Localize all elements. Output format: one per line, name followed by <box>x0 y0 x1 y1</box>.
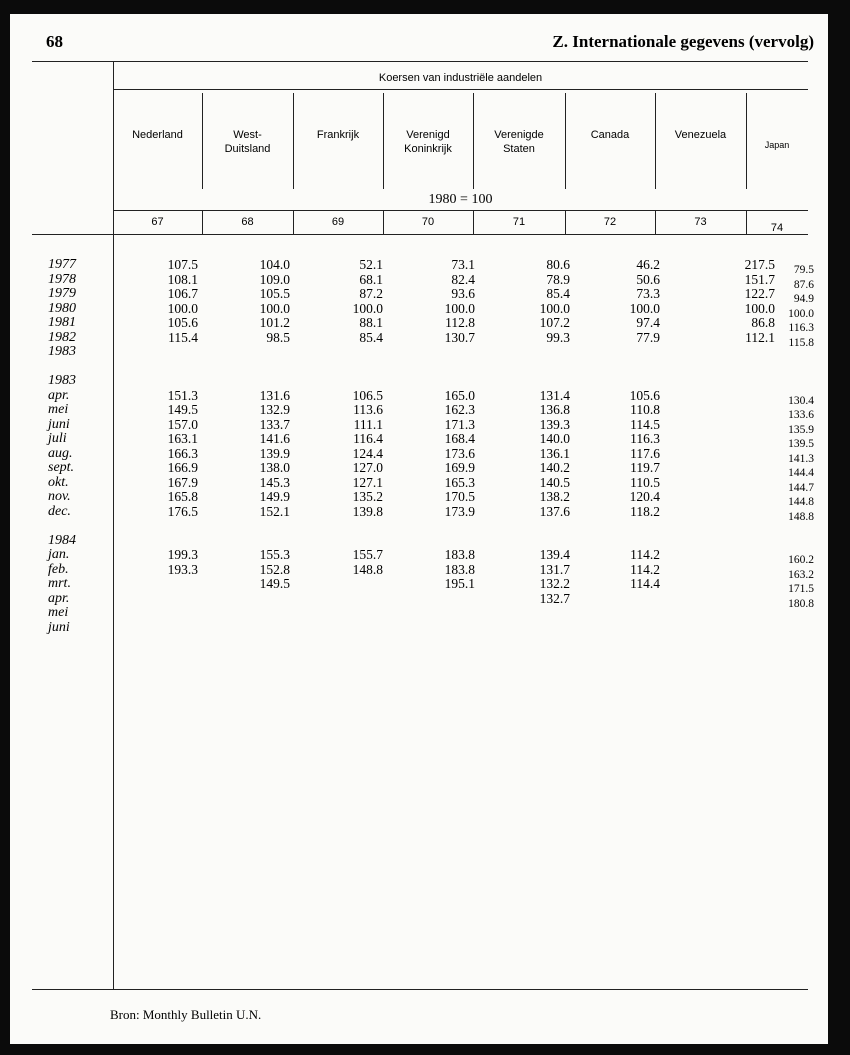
table-cell: 100.0 <box>788 307 814 320</box>
table-cell: 151.7 <box>744 271 775 287</box>
column-number: 67 <box>151 216 164 228</box>
table-cell: 105.6 <box>629 387 660 403</box>
table-cell: 100.0 <box>444 300 475 316</box>
table-cell: 152.8 <box>259 561 290 577</box>
header-bottom-rule <box>113 210 808 211</box>
row-label: 1979 <box>48 286 76 301</box>
base-index: 1980 = 100 <box>428 192 493 207</box>
table-cell: 78.9 <box>546 271 570 287</box>
row-label: aug. <box>48 445 73 461</box>
column-number: 74 <box>770 222 784 234</box>
table-cell: 144.4 <box>788 467 814 479</box>
table-top-rule <box>32 61 808 62</box>
column-number: 72 <box>603 216 617 228</box>
table-cell: 87.2 <box>359 286 383 301</box>
table-cell: 124.4 <box>352 445 383 461</box>
table-cell: 108.1 <box>167 271 198 287</box>
row-label: 1983 <box>48 373 76 388</box>
table-cell: 139.9 <box>259 445 290 461</box>
table-cell: 107.2 <box>539 315 570 330</box>
table-cell: 46.2 <box>636 257 660 272</box>
table-cell: 139.4 <box>539 547 570 562</box>
table-title: Koersen van industriële aandelen <box>378 72 543 84</box>
table-cell: 165.0 <box>444 387 475 403</box>
table-cell: 107.5 <box>167 257 198 272</box>
table-cell: 85.4 <box>359 329 383 345</box>
table-cell: 132.2 <box>539 576 570 591</box>
table-cell: 144.7 <box>788 481 814 494</box>
table-cell: 160.2 <box>788 554 814 566</box>
table-cell: 157.0 <box>167 416 198 432</box>
table-cell: 149.5 <box>259 576 290 591</box>
column-number: 71 <box>512 216 526 228</box>
table-cell: 110.8 <box>630 402 660 417</box>
row-label: dec. <box>48 503 71 519</box>
table-cell: 114.2 <box>630 561 660 577</box>
table-cell: 137.6 <box>539 503 570 519</box>
table-cell: 86.8 <box>751 315 775 330</box>
row-label: okt. <box>48 474 69 490</box>
table-cell: 120.4 <box>629 489 660 504</box>
table-cell: 115.4 <box>168 329 198 345</box>
table-cell: 135.9 <box>788 423 814 436</box>
table-cell: 166.3 <box>167 445 198 461</box>
row-label: 1977 <box>48 257 76 272</box>
page-number: 68 <box>46 32 63 51</box>
table-cell: 68.1 <box>359 271 383 287</box>
table-cell: 114.2 <box>630 547 660 562</box>
table-cell: 165.8 <box>167 489 198 504</box>
row-label: feb. <box>48 561 69 577</box>
row-label: juni <box>48 619 70 635</box>
row-label: 1981 <box>48 315 76 330</box>
table-cell: 183.8 <box>444 547 475 562</box>
table-cell: 148.8 <box>788 510 814 523</box>
table-cell: 163.2 <box>788 568 814 581</box>
table-cell: 105.6 <box>167 315 198 330</box>
table-cell: 140.0 <box>539 431 570 446</box>
table-cell: 151.3 <box>167 387 198 403</box>
table-cell: 94.9 <box>793 293 814 305</box>
table-cell: 199.3 <box>167 547 198 562</box>
table-cell: 113.6 <box>353 402 383 417</box>
table-cell: 132.7 <box>539 590 570 606</box>
table-cell: 109.0 <box>259 271 290 287</box>
table-cell: 127.0 <box>352 460 383 475</box>
column-number: 69 <box>331 216 345 228</box>
table-cell: 100.0 <box>629 300 660 316</box>
table-cell: 127.1 <box>352 474 383 490</box>
table-cell: 133.7 <box>259 416 290 432</box>
table-cell: 167.9 <box>167 474 198 490</box>
column-header: Canada <box>590 129 630 141</box>
row-label: juni <box>48 416 70 432</box>
table-cell: 116.3 <box>788 322 814 334</box>
table-cell: 139.3 <box>539 416 570 432</box>
table-cell: 80.6 <box>546 257 570 272</box>
row-label: nov. <box>48 489 71 504</box>
row-label: 1978 <box>48 271 76 287</box>
source-note: Bron: Monthly Bulletin U.N. <box>110 1007 262 1022</box>
table-cell: 155.7 <box>352 547 383 562</box>
table-cell: 100.0 <box>539 300 570 316</box>
table-cell: 111.1 <box>353 416 383 432</box>
row-label: mei <box>48 605 69 620</box>
row-label: mei <box>48 402 69 417</box>
table-cell: 88.1 <box>359 315 383 330</box>
table-cell: 138.2 <box>539 489 570 504</box>
column-number: 68 <box>241 216 254 228</box>
row-label: jan. <box>48 547 70 562</box>
column-number: 73 <box>694 216 707 228</box>
table-cell: 122.7 <box>744 286 775 301</box>
table-cell: 168.4 <box>444 431 475 446</box>
row-label: 1980 <box>48 300 76 316</box>
table-cell: 132.9 <box>259 402 290 417</box>
table-cell: 171.5 <box>788 583 814 595</box>
table-cell: 136.1 <box>539 445 570 461</box>
table-cell: 130.4 <box>788 394 814 407</box>
table-cell: 97.4 <box>636 315 660 330</box>
table-cell: 144.8 <box>788 496 814 508</box>
table-cell: 87.6 <box>793 278 814 291</box>
table-cell: 85.4 <box>546 286 570 301</box>
table-cell: 163.1 <box>167 431 198 446</box>
table-cell: 98.5 <box>266 329 290 345</box>
table-cell: 82.4 <box>451 271 475 287</box>
table-cell: 173.9 <box>444 503 475 519</box>
table-cell: 114.5 <box>630 416 660 432</box>
table-cell: 149.5 <box>167 402 198 417</box>
table-cell: 110.5 <box>630 474 660 490</box>
row-label: mrt. <box>48 576 71 591</box>
table-cell: 176.5 <box>167 503 198 519</box>
table-cell: 99.3 <box>546 329 570 345</box>
table-cell: 104.0 <box>259 257 290 272</box>
table-cell: 140.2 <box>539 460 570 475</box>
table-cell: 162.3 <box>444 402 475 417</box>
column-number: 70 <box>421 216 435 228</box>
table-bottom-rule <box>32 989 808 990</box>
row-label: apr. <box>48 590 70 606</box>
table-cell: 217.5 <box>744 257 775 272</box>
row-label: sept. <box>48 460 75 475</box>
column-header: West- Duitsland <box>224 129 271 155</box>
table-cell: 131.6 <box>259 387 290 403</box>
table-cell: 77.9 <box>636 329 660 345</box>
column-header: Nederland <box>132 129 183 141</box>
table-cell: 136.8 <box>539 402 570 417</box>
title-rule <box>113 89 808 90</box>
table-cell: 140.5 <box>539 474 570 490</box>
number-row-rule <box>32 234 808 235</box>
header-title: Z. Internationale gegevens (vervolg) <box>552 32 814 51</box>
table-cell: 73.1 <box>451 257 475 272</box>
column-header: Frankrijk <box>316 129 360 141</box>
table-cell: 115.8 <box>788 336 814 349</box>
table-cell: 141.3 <box>788 452 814 465</box>
table-cell: 173.6 <box>444 445 475 461</box>
document-page <box>10 14 828 1044</box>
table-cell: 105.5 <box>259 286 290 301</box>
row-label: juli <box>48 431 67 446</box>
table-cell: 117.6 <box>630 445 660 461</box>
row-label: 1983 <box>48 344 76 359</box>
table-cell: 131.7 <box>539 561 570 577</box>
table-cell: 166.9 <box>167 460 198 475</box>
table-cell: 193.3 <box>167 561 198 577</box>
table-cell: 183.8 <box>444 561 475 577</box>
table-cell: 50.6 <box>636 271 660 287</box>
table-cell: 180.8 <box>788 597 814 610</box>
table-cell: 195.1 <box>444 576 475 591</box>
column-header: Verenigde Staten <box>494 129 544 155</box>
row-label: apr. <box>48 387 70 403</box>
table-cell: 114.4 <box>630 576 660 591</box>
table-cell: 100.0 <box>259 300 290 316</box>
column-header: Verenigd Koninkrijk <box>404 129 452 155</box>
table-cell: 149.9 <box>259 489 290 504</box>
table-cell: 119.7 <box>630 460 660 475</box>
table-cell: 139.5 <box>788 438 814 450</box>
table-cell: 145.3 <box>259 474 290 490</box>
column-header: Japan <box>764 140 790 150</box>
table-cell: 112.1 <box>745 329 775 345</box>
table-cell: 138.0 <box>259 460 290 475</box>
table-cell: 106.5 <box>352 387 383 403</box>
table-cell: 133.6 <box>788 409 814 421</box>
table-cell: 101.2 <box>259 315 290 330</box>
table-cell: 93.6 <box>451 286 475 301</box>
table-cell: 52.1 <box>359 257 383 272</box>
row-label: 1984 <box>48 532 76 548</box>
table-cell: 130.7 <box>444 329 475 345</box>
table-cell: 171.3 <box>444 416 475 432</box>
table-cell: 73.3 <box>636 286 660 301</box>
table-cell: 79.5 <box>793 264 814 276</box>
table-cell: 131.4 <box>539 387 570 403</box>
table-cell: 165.3 <box>444 474 475 490</box>
table-cell: 100.0 <box>352 300 383 316</box>
table-cell: 100.0 <box>167 300 198 316</box>
table-cell: 139.8 <box>352 503 383 519</box>
table-cell: 118.2 <box>630 503 660 519</box>
table-cell: 106.7 <box>167 286 198 301</box>
table-cell: 170.5 <box>444 489 475 504</box>
table-cell: 152.1 <box>259 503 290 519</box>
table-cell: 135.2 <box>352 489 383 504</box>
table-cell: 116.4 <box>353 431 383 446</box>
table-cell: 155.3 <box>259 547 290 562</box>
table-cell: 141.6 <box>259 431 290 446</box>
column-header: Venezuela <box>674 129 727 141</box>
table-cell: 112.8 <box>445 315 475 330</box>
table-cell: 100.0 <box>744 300 775 316</box>
table-cell: 169.9 <box>444 460 475 475</box>
table-cell: 116.3 <box>630 431 660 446</box>
table-cell: 148.8 <box>352 561 383 577</box>
row-label: 1982 <box>48 329 76 345</box>
